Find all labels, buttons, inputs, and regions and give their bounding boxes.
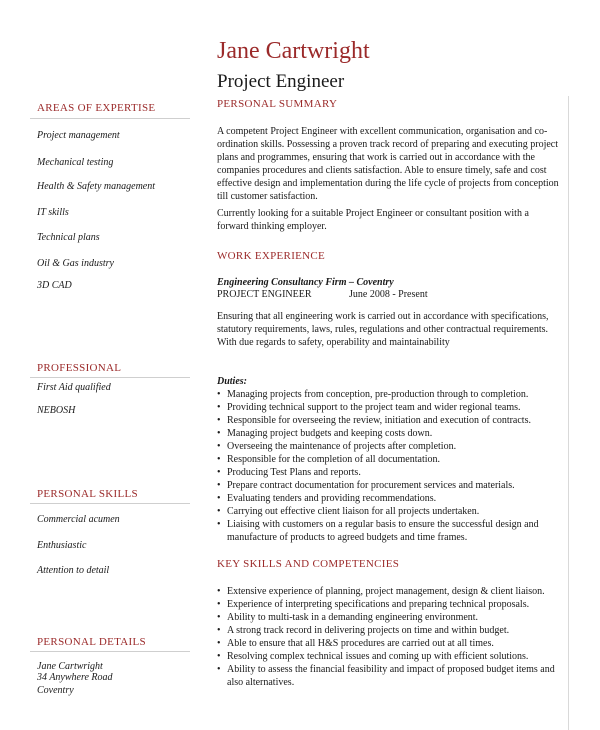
- work-heading: WORK EXPERIENCE: [217, 250, 326, 262]
- detail-name: Jane Cartwright: [37, 661, 103, 672]
- key-skill-item: • Able to ensure that all H&S procedures are carried out at all times.: [217, 637, 562, 650]
- summary-goal-text: Currently looking for a suitable Project Engineer or consultant position with a forward thinking employer.: [217, 208, 529, 232]
- key-skills-heading: KEY SKILLS AND COMPETENCIES: [217, 558, 400, 570]
- company-name: Engineering Consultancy Firm – Coventry: [217, 277, 394, 288]
- resume-job-title: Project Engineer: [217, 71, 345, 92]
- key-skill-item: • Ability to assess the financial feasibility and impact of proposed budget items and also alternatives.: [217, 663, 562, 689]
- duty-item: • Providing technical support to the project team and wider regional teams.: [217, 401, 562, 414]
- duties-label-row: [217, 375, 562, 388]
- expertise-heading: AREAS OF EXPERTISE: [37, 102, 156, 114]
- detail-address: 34 Anywhere Road: [37, 672, 113, 683]
- duty-item: • Liaising with customers on a regular basis to ensure the successful design and manufacture of products to agreed budgets and time frames.: [217, 518, 562, 544]
- duty-item: • Prepare contract documentation for procurement services and materials.: [217, 479, 562, 492]
- personal-details-rule: [30, 651, 190, 652]
- expertise-item: 3D CAD: [37, 280, 72, 291]
- professional-item: NEBOSH: [37, 405, 76, 416]
- duties-label: Duties:: [217, 376, 247, 387]
- professional-heading: PROFESSIONAL: [37, 362, 122, 374]
- job-dates: June 2008 - Present: [349, 289, 428, 300]
- summary-heading: PERSONAL SUMMARY: [217, 98, 338, 110]
- summary-text: A competent Project Engineer with excellent communication, organisation and co-ordination skills. Possessing a proven track record of preparing and executing project plans and programmes, ensuring that work is carried out in accordance with the companies procedures and clients satisfaction. Able to ensure timely, safe and cost effective design and implementation during the life cycle of projects from conception till customer satisfaction.: [217, 126, 559, 202]
- duty-item: • Evaluating tenders and providing recommendations.: [217, 492, 562, 505]
- detail-city: Coventry: [37, 685, 74, 696]
- duties-list: [217, 388, 562, 544]
- key-skill-item: • Ability to multi-task in a demanding engineering environment.: [217, 611, 562, 624]
- job-line: [217, 288, 562, 301]
- expertise-item: Mechanical testing: [37, 157, 114, 168]
- duty-item: • Overseeing the maintenance of projects after completion.: [217, 440, 562, 453]
- personal-skills-rule: [30, 503, 190, 504]
- skill-item: Commercial acumen: [37, 514, 120, 525]
- summary-paragraph: [217, 125, 562, 203]
- expertise-item: Oil & Gas industry: [37, 258, 114, 269]
- professional-rule: [30, 377, 190, 378]
- key-skill-item: • Extensive experience of planning, project management, design & client liaison.: [217, 585, 562, 598]
- job-description: [217, 310, 562, 349]
- skill-item: Attention to detail: [37, 565, 110, 576]
- summary-goal: [217, 207, 562, 233]
- personal-skills-heading: PERSONAL SKILLS: [37, 488, 138, 500]
- expertise-item: Technical plans: [37, 232, 100, 243]
- duty-item: • Producing Test Plans and reports.: [217, 466, 562, 479]
- expertise-item: Project management: [37, 130, 120, 141]
- expertise-item: Health & Safety management: [37, 181, 156, 192]
- expertise-item: IT skills: [37, 207, 69, 218]
- key-skill-item: • Experience of interpreting specifications and preparing technical proposals.: [217, 598, 562, 611]
- key-skill-item: • A strong track record in delivering projects on time and within budget.: [217, 624, 562, 637]
- duty-item: • Managing projects from conception, pre-production through to completion.: [217, 388, 562, 401]
- duty-item: • Responsible for the completion of all documentation.: [217, 453, 562, 466]
- duty-item: • Managing project budgets and keeping costs down.: [217, 427, 562, 440]
- resume-name: Jane Cartwright: [217, 38, 370, 64]
- personal-details-heading: PERSONAL DETAILS: [37, 636, 146, 648]
- job-position: PROJECT ENGINEER: [217, 289, 312, 300]
- skill-item: Enthusiastic: [37, 540, 87, 551]
- job-description-text: Ensuring that all engineering work is carried out in accordance with specifications, statutory requirements, laws, rules, regulations and other contractual requirements. With due regards to safety, operability and maintainability: [217, 311, 549, 348]
- duty-item: • Responsible for overseeing the review, initiation and execution of contracts.: [217, 414, 562, 427]
- key-skills-list: [217, 585, 562, 689]
- professional-item: First Aid qualified: [37, 382, 111, 393]
- expertise-rule: [30, 118, 190, 119]
- duty-item: • Carrying out effective client liaison for all projects undertaken.: [217, 505, 562, 518]
- key-skill-item: • Resolving complex technical issues and coming up with efficient solutions.: [217, 650, 562, 663]
